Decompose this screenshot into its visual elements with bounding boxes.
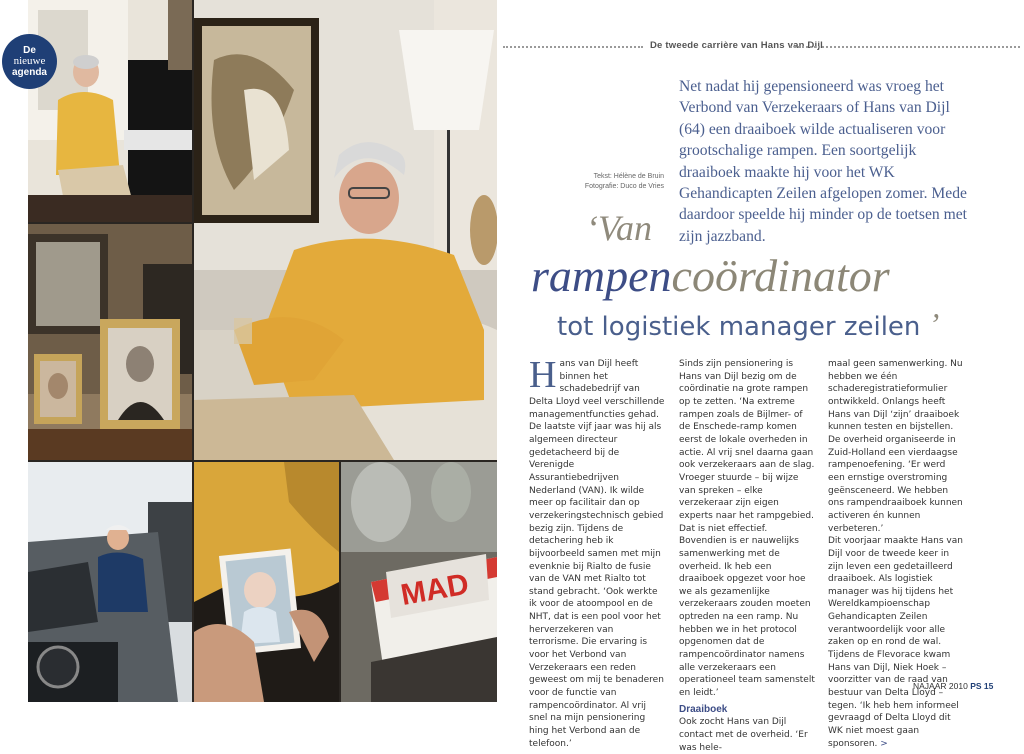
photo-frames [28, 224, 192, 460]
title-subtitle [557, 306, 939, 345]
credits [560, 172, 664, 192]
badge-line-1: De [23, 45, 36, 56]
intro-paragraph [679, 76, 979, 247]
photo-piano [28, 0, 192, 222]
title-part-1: rampen [531, 250, 672, 301]
photo-baby-picture [194, 462, 339, 702]
drop-cap: H [529, 354, 557, 396]
footer-magazine: PS [970, 681, 982, 691]
footer-issue: NAJAAR 2010 [913, 681, 968, 691]
intro-text: Net nadat hij gepensioneerd was vroeg het Verbond van Verzekeraars of Hans van Dijl (64) een draaiboek wilde actualiseren voor grootschalige rampen. Een soortgelijk draaiboek maakte hij voor het WK Gehandicapten Zeilen afgelopen zomer. Mede daardoor speelde hij minder op de toetsen met zijn jazzband. [679, 78, 967, 245]
photo-portrait-sofa [194, 0, 497, 460]
page-footer [913, 681, 993, 691]
column-3-paragraph-2: Dit voorjaar maakte Hans van Dijl voor de tweede keer in zijn leven een gedetailleerd draaiboek. Als logistiek manager was hij tijdens het Wereldkampioenschap Gehandicapten Zeilen verantwoordelijk voor alle zaken op en rond de wal. Tijdens de Flevorace kwam Hans van Dijl, Niek Hoek – voorzitter van de raad van bestuur van Delta Lloyd – tegen. ‘Ik heb hem informeel gevraagd of Delta Lloyd dit WK niet moest gaan sponsoren. [828, 536, 963, 749]
badge-line-2: nieuwe [13, 55, 46, 67]
page-title [531, 250, 890, 302]
subheading-draaiboek: Draaiboek [679, 703, 728, 715]
column-2-paragraph-2: Ook zocht Hans van Dijl contact met de overheid. ‘Er was hele- [679, 717, 808, 753]
continue-arrow-icon: > [880, 738, 888, 749]
photo-collage [28, 0, 497, 702]
credit-photo: Fotografie: Duco de Vries [584, 183, 664, 190]
title-quote-open: ‘Van [586, 208, 652, 248]
column-1-text: ans van Dijl heeft binnen het schadebedrijf van Delta Lloyd veel verschillende managementfuncties gehad. De laatste vijf jaar was hij als algemeen directeur gedetacheerd bij de Verenigde Assurantiebedrijven Nederland (VAN). Ik wilde meer op facilitair dan op verzekeringstechnisch gebied bezig zijn. Tijdens de detachering heb ik bijvoorbeeld samen met mijn evenknie bij Rialto de fusie van de VAN met Rialto tot stand gebracht. ‘Ook werkte ik voor de atoompool en de NHT, dat is een pool voor het herverzekeren van terrorisme. Die ervaring is voor het Verbond van Verzekeraars een reden geweest om mij te benaderen voor de functie van rampencoördinator. Al vrij snel na mijn pensionering hing het Verbond aan de telefoon.’ [529, 359, 665, 749]
photo-book [341, 462, 497, 702]
column-3-paragraph-1: maal geen samenwerking. Nu hebben we één schaderegistratieformulier ontwikkeld. Onlangs heeft Hans van Dijl ‘zijn’ draaiboek kunnen testen en bijstellen. De overheid organiseerde in Zuid-Holland een vierdaagse rampenoefening. ‘Er werd een ernstige overstroming geënsceneerd. We hebben ons rampendraaiboek kunnen activeren én kunnen verbeteren.’ [828, 359, 963, 534]
article-column-3 [828, 358, 964, 750]
subtitle-text: tot logistiek manager zeilen [557, 312, 921, 342]
title-part-2: coördinator [671, 250, 890, 301]
svg-text:MAD: MAD [398, 567, 472, 612]
badge-line-3: agenda [11, 67, 47, 78]
section-badge [2, 34, 57, 89]
title-quote-close: ’ [928, 306, 940, 342]
kicker-rule-right [790, 46, 1020, 48]
kicker-rule-left [503, 46, 643, 48]
kicker: De tweede carrière van Hans van Dijl [650, 40, 823, 51]
credit-text: Tekst: Hélène de Bruin [593, 173, 664, 180]
article-column-1 [529, 354, 665, 750]
column-2-paragraph-1: Sinds zijn pensionering is Hans van Dijl bezig om de coördinatie na grote rampen op te zetten. ‘Na extreme rampen zoals de Bijlmer- of de Enschede-ramp komen eerst de lokale overheden in actie. Al vrij snel daarna gaan ook verzekeraars aan de slag. Vroeger stuurde – bij wijze van spreken – elke verzekeraar zijn eigen experts naar het rampgebied. Dat is niet effectief. Bovendien is er nauwelijks samenwerking met de overheid. Ik heb een draaiboek opgezet voor hoe we als gezamenlijke verzekeraars zouden moeten optreden na een ramp. Nu hebben we in het protocol opgenomen dat de rampencoördinator namens alle verzekeraars een operationeel team samenstelt en leidt.’ [679, 359, 815, 699]
photo-car [28, 462, 192, 702]
page-number: 15 [983, 681, 994, 691]
article-column-2 [679, 358, 815, 754]
